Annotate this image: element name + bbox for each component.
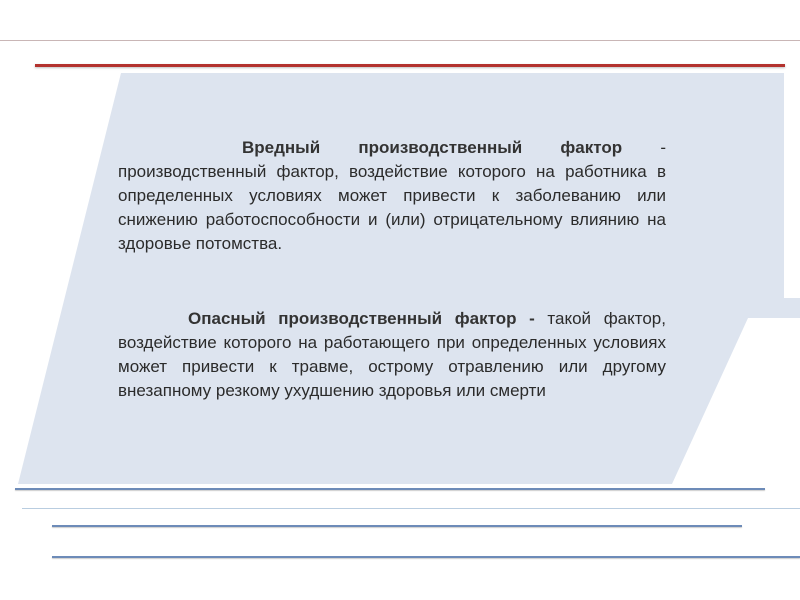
bottom-divider-1 — [15, 488, 765, 490]
harmful-factor-definition — [118, 136, 666, 256]
panel-shape — [18, 73, 800, 484]
harmful-factor-term: Вредный производственный фактор — [242, 138, 623, 157]
bottom-divider-3 — [52, 525, 742, 527]
harmful-factor-text: - производственный фактор, воздействие которого на работника в определенных условиях может привести к заболеванию или снижению работоспособности и (или) отрицательному влиянию на здоровье потомства. — [118, 138, 666, 253]
bottom-divider-4 — [52, 556, 800, 558]
bottom-divider-2 — [22, 508, 800, 509]
dangerous-factor-text: такой фактор, воздействие которого на работающего при определенных условиях может привести к травме, острому отравлению или другому внезапному резкому ухудшению здоровья или смерти — [118, 309, 666, 400]
dangerous-factor-term: Опасный производственный фактор - — [188, 309, 535, 328]
panel-side-tab — [784, 73, 800, 298]
dangerous-factor-definition — [118, 307, 666, 403]
